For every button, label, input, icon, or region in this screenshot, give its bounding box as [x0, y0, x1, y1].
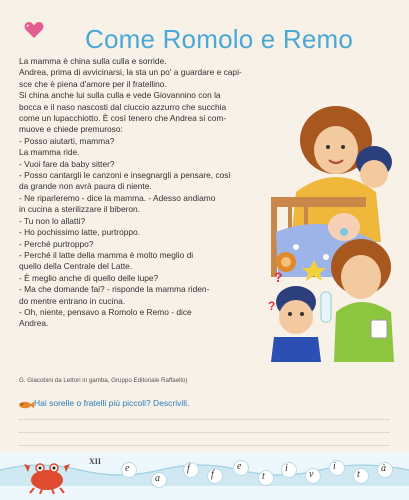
story-line: - Vuoi fare da baby sitter?	[19, 158, 115, 169]
story-line: quello della Centrale del Latte.	[19, 261, 133, 272]
story-line: da grande non avrà paura di niente.	[19, 181, 152, 192]
story-text	[19, 56, 275, 330]
footer-letter-bubble	[329, 460, 345, 476]
heart-icon	[24, 21, 44, 39]
story-line: - Ho pochissimo latte, purtroppo.	[19, 227, 141, 238]
story-line: La mamma è china sulla culla e sorride.	[19, 56, 167, 66]
crab-icon	[22, 454, 72, 494]
source-citation: G. Giacobini da Lettori in gamba, Gruppo Editoriale Raffaello)	[19, 377, 188, 384]
footer-letter: t	[262, 471, 265, 482]
story-line: - Ne riparleremo - dice la mamma. - Adesso andiamo	[19, 192, 216, 203]
footer-letter-bubble	[183, 462, 199, 478]
story-line: - Perché il latte della mamma è molto meglio di	[19, 249, 194, 260]
exercise-question: Hai sorelle o fratelli più piccoli? Descrivili.	[34, 398, 190, 408]
story-line: - Tu non lo allatti?	[19, 215, 86, 226]
story-line: - Perché purtroppo?	[19, 238, 94, 249]
story-line: muove e chiede premuroso:	[19, 124, 123, 135]
footer-letter: i	[333, 461, 336, 472]
footer-letter: f	[187, 463, 190, 474]
page-title: Come Romolo e Remo	[85, 24, 354, 54]
footer-letter: f	[211, 469, 214, 480]
story-line: Andrea.	[19, 318, 49, 329]
footer-letter: à	[381, 463, 386, 474]
footer-letter-bubble	[258, 470, 274, 486]
family-illustration	[266, 92, 396, 362]
footer-letter: a	[155, 473, 160, 484]
story-line: come un lupacchiotto. È così tenero che Andrea si com-	[19, 113, 227, 124]
story-line: Andrea, prima di avvicinarsi, la sta un po' a guardare e capi-	[19, 67, 242, 78]
footer-letter: i	[285, 463, 288, 474]
page-number: XII	[89, 457, 102, 466]
story-line: sce che è piena d'amore per il fratellino.	[19, 78, 167, 89]
svg-text:?: ?	[268, 299, 276, 313]
story-line: - È meglio anche di quello delle lupe?	[19, 272, 159, 283]
footer-letter: t	[357, 469, 360, 480]
answer-line	[18, 419, 390, 420]
answer-line	[18, 445, 390, 446]
footer-letter: v	[309, 469, 314, 480]
footer-letter-bubble	[281, 462, 297, 478]
story-line: - Oh, niente, pensavo a Romolo e Remo - dice	[19, 306, 192, 317]
story-line: Si china anche lui sulla culla e vede Giovannino con la	[19, 90, 221, 101]
footer-letter: e	[125, 463, 130, 474]
story-line: do mentre entrano in cucina.	[19, 295, 126, 306]
story-line: La mamma ride.	[19, 147, 80, 158]
story-line: - Posso cantargli le canzoni e insegnargli a pensare, così	[19, 170, 231, 181]
story-line: bocca e il naso nascosti dal ciuccio azzurro che succhia	[19, 101, 227, 112]
footer-letter: e	[237, 461, 242, 472]
footer-letter-bubble	[353, 468, 369, 484]
story-line: in cucina a sterilizzare il biberon.	[19, 204, 141, 215]
svg-text:?: ?	[274, 269, 283, 285]
footer-letter-bubble	[207, 468, 223, 484]
story-line: - Ma che domande fai? - risponde la mamma riden-	[19, 284, 210, 295]
answer-line	[18, 432, 390, 433]
story-line: - Posso aiutarti, mamma?	[19, 135, 115, 146]
fish-icon	[18, 401, 34, 409]
